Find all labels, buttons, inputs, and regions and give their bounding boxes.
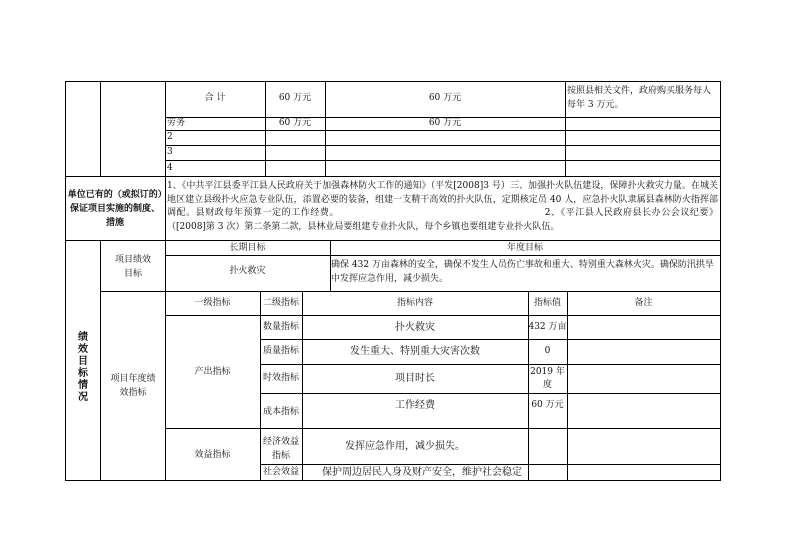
funds-total-label: 合 计 [204,93,226,103]
indicator-content: 项目时长 [395,373,435,384]
benefit-indicator-label: 效益指标 [194,450,231,460]
indicator-level2: 数量指标 [262,322,299,332]
project-goal-label: 项目绩效目标 [115,255,152,279]
header-level2: 二级指标 [262,298,299,308]
indicator-value: 0 [544,346,551,356]
indicator-value: 2019 年度 [530,367,565,390]
funds-total-amount-b: 60 万元 [428,93,462,103]
funds-total-amount-a: 60 万元 [278,93,312,103]
indicator-content: 发生重大、特别重大灾害次数 [350,346,480,357]
funds-row-amount-b: 60 万元 [428,118,462,128]
indicator-content: 扑火救灾 [395,322,435,333]
indicator-level2: 社会效益 [262,467,299,477]
header-value: 指标值 [533,298,561,308]
indicator-value: 432 万亩 [528,322,567,332]
funds-row-amount-a: 60 万元 [278,118,312,128]
annual-value: 确保 432 万亩森林的安全，确保不发生人员伤亡事故和重大、特别重大森林火灾。确保防汛拱旱中发挥应急作用，减少损失。 [331,260,714,284]
annual-goal-label: 项目年度绩效指标 [110,374,156,398]
guarantee-text: 1、《中共平江县委平江县人民政府关于加强森林防火工作的通知》（平发[2008]3 号）三、加强扑火队伍建设，保障扑火救灾力量。在城关地区建立县级扑火应急专业队伍，添置必要的装备，组建一支精干高效的扑火队伍，定期核定员 40 人，应急扑火队隶属县森林防火指挥部调配。县财政每年预算一定的工作经费。 2、《平江县人民政府县长办公会议纪要》（[2008]第 3 次）第二条第二款，县林业局要组建专业扑火队，每个乡镇也要组建专业扑火队伍。 [167,181,718,232]
long-term-header: 长期目标 [229,243,266,253]
funds-row-name: 2 [167,132,173,142]
indicator-level2: 成本指标 [262,407,299,417]
indicator-content: 工作经费 [395,400,435,411]
header-content: 指标内容 [396,298,433,308]
indicator-content: 发挥应急作用，减少损失。 [345,441,465,452]
header-level1: 一级指标 [194,298,231,308]
performance-section-label: 绩效目标情况 [78,332,88,403]
indicator-level2: 时效指标 [262,373,299,383]
header-remark: 备注 [634,298,653,308]
funds-row-name: 劳务 [167,118,186,128]
funds-row-name: 4 [167,163,173,173]
indicator-level2: 质量指标 [262,346,299,356]
annual-header: 年度目标 [506,243,543,253]
indicator-value: 60 万元 [531,400,564,410]
guarantee-label: 单位已有的（或拟订的）保证项目实施的制度、措施 [67,190,163,228]
long-term-value: 扑火救灾 [229,266,266,276]
indicator-level2: 经济效益指标 [262,437,299,461]
funds-row-name: 3 [167,147,173,157]
output-indicator-label: 产出指标 [194,367,231,377]
funds-note: 按照县相关文件，政府购买服务每人每年 3 万元。 [567,86,712,110]
indicator-content: 保护周边居民人身及财产安全，维护社会稳定 [322,467,522,478]
